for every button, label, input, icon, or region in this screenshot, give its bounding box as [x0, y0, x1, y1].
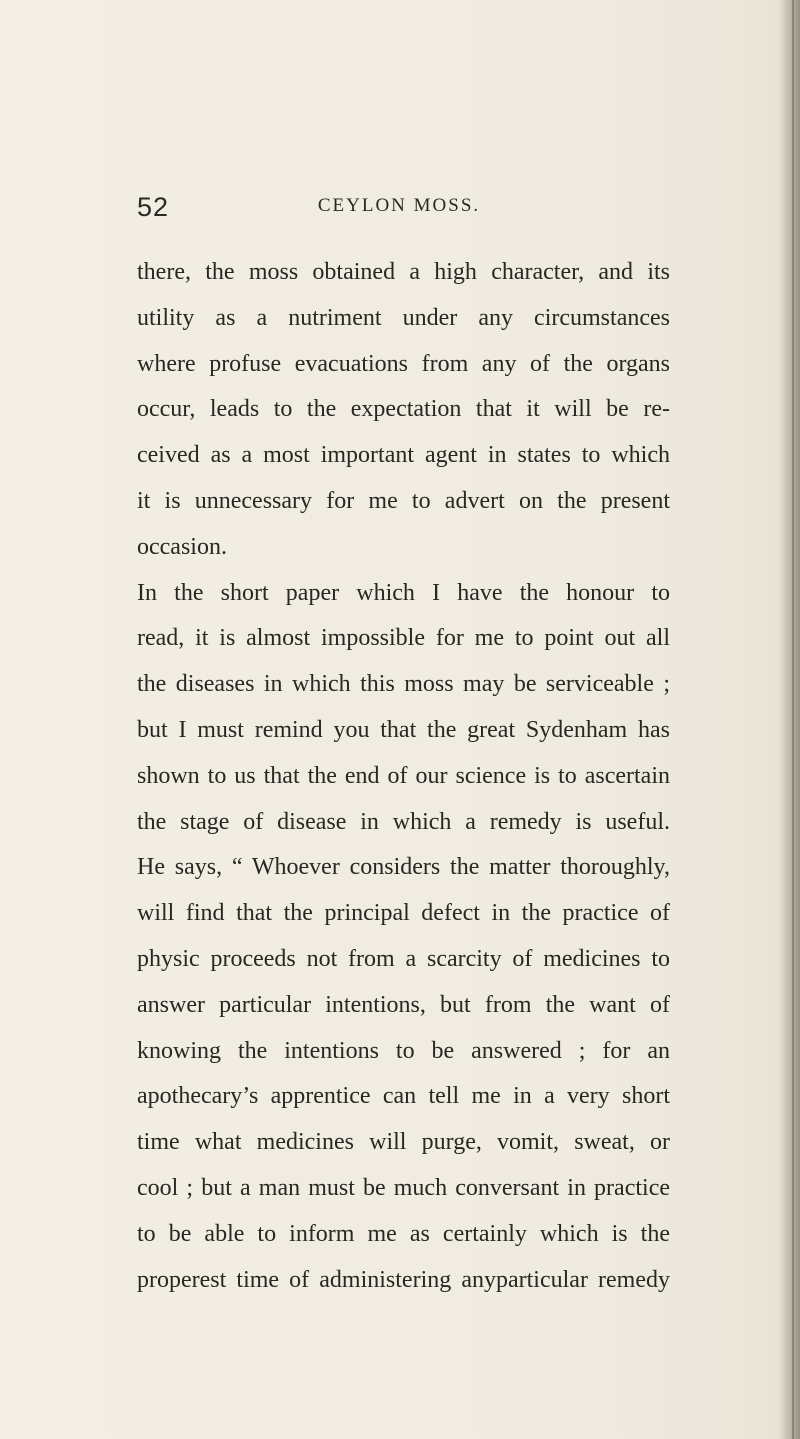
- text-line: shown to us that the end of our science is to ascertain: [137, 762, 670, 789]
- running-head: [137, 192, 661, 226]
- running-title: CEYLON MOSS.: [317, 195, 481, 216]
- page-edge-shadow: [778, 0, 800, 1439]
- text-line: there, the moss obtained a high character, and its: [137, 259, 670, 285]
- text-line: time what medicines will purge, vomit, sweat, or: [137, 1129, 670, 1156]
- text-line: it is unnecessary for me to advert on the present: [137, 487, 670, 514]
- text-line: will find that the principal defect in the practice of: [137, 900, 670, 927]
- text-line: the diseases in which this moss may be serviceable ;: [137, 671, 670, 698]
- text-line: utility as a nutriment under any circumstances: [137, 304, 670, 331]
- text-line: He says, “ Whoever considers the matter thoroughly,: [137, 854, 670, 881]
- text-line: knowing the intentions to be answered ; for an: [137, 1037, 670, 1064]
- page-number: 52: [137, 192, 170, 222]
- paragraph-start-line: In the short paper which I have the honour to: [137, 579, 670, 606]
- text-line: occasion.: [137, 533, 227, 560]
- body-text: [137, 250, 670, 1303]
- text-line: physic proceeds not from a scarcity of medicines to: [137, 945, 670, 972]
- text-line: ceived as a most important agent in states to which: [137, 442, 670, 469]
- text-line: answer particular intentions, but from the want of: [137, 991, 670, 1018]
- text-line: cool ; but a man must be much conversant in practice: [137, 1174, 670, 1201]
- text-line: the stage of disease in which a remedy is useful.: [137, 808, 670, 835]
- text-line: occur, leads to the expectation that it will be re-: [137, 396, 670, 423]
- text-line: properest time of administering anyparticular remedy: [137, 1266, 670, 1293]
- text-line: read, it is almost impossible for me to point out all: [137, 625, 670, 652]
- text-line: to be able to inform me as certainly which is the: [137, 1220, 670, 1247]
- text-line: apothecary’s apprentice can tell me in a very short: [137, 1083, 670, 1110]
- text-line: where profuse evacuations from any of the organs: [137, 350, 670, 377]
- page-edge-line: [792, 0, 794, 1439]
- text-line: but I must remind you that the great Sydenham has: [137, 716, 670, 743]
